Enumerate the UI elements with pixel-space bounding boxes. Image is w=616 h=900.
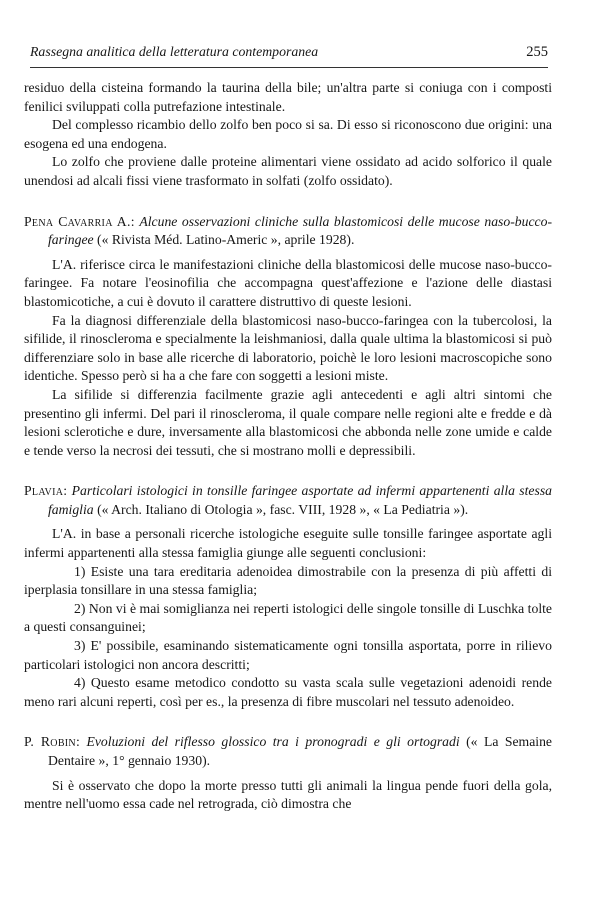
intro-paragraph-2: Del complesso ricambio dello zolfo ben poco si sa. Di esso si riconoscono due origini: una esogena ed una endogena. bbox=[24, 117, 552, 151]
article-3-source: (« La Semaine Dentaire », 1° gennaio 1930). bbox=[48, 734, 552, 768]
article-1-paragraph-1: L'A. riferisce circa le manifestazioni cliniche della blastomicosi delle mucose naso-bucco-faringee. Fa notare l'eosinofilia che accompagna quest'affezione e l'azione delle diastasi blastomicotiche, a cui è dovuto il carattere distruttivo di queste lesioni. bbox=[24, 256, 552, 309]
article-1-paragraph-3: La sifilide si differenzia facilmente grazie agli antecedenti e agli altri sintomi che presentino gli infermi. Del pari il rinoscleroma, il quale compare nelle regioni alte e fredde e dà lesioni sclerotiche e dure, inversamente alla blastomicosi che abbonda nelle zone umide e calde e tende verso la necrosi dei tessuti, che si mostrano molli e depressibili. bbox=[24, 386, 552, 458]
article-3-title: Evoluzioni del riflesso glossico tra i pronogradi e gli ortogradi bbox=[86, 734, 460, 750]
intro-paragraph-1: residuo della cisteina formando la taurina della bile; un'altra parte si coniuga con i composti fenilici sviluppati colla putrefazione intestinale. bbox=[24, 80, 552, 114]
conclusion-item: 1) Esiste una tara ereditaria adenoidea dimostrabile con la presenza di più affetti di iperplasia tonsillare in una stessa famiglia; bbox=[24, 563, 552, 598]
page-number: 255 bbox=[526, 44, 548, 60]
article-1-author: Pena Cavarria A.: bbox=[24, 213, 135, 229]
article-3-author: P. Robin: bbox=[24, 734, 81, 750]
page-body bbox=[24, 79, 552, 814]
conclusions-list bbox=[24, 563, 552, 712]
spacer bbox=[24, 191, 552, 213]
running-title: Rassegna analitica della letteratura contemporanea bbox=[30, 44, 319, 59]
conclusion-item: 3) E' possibile, esaminando sistematicamente ogni tonsilla asportata, porre in rilievo particolari istologici non ancora descritti; bbox=[24, 638, 552, 672]
article-2-heading bbox=[24, 482, 552, 519]
article-3-heading bbox=[24, 733, 552, 770]
article-3-paragraph-1: Si è osservato che dopo la morte presso tutti gli animali la lingua pende fuori della gola, mentre nell'uomo essa cade nel retrograda, ciò dimostra che bbox=[24, 777, 552, 812]
article-1-source: (« Rivista Méd. Latino-Americ », aprile 1928). bbox=[97, 232, 355, 248]
header-rule bbox=[30, 67, 548, 68]
article-2-source: (« Arch. Italiano di Otologia », fasc. VIII, 1928 », « La Pediatria »). bbox=[97, 501, 469, 517]
running-header bbox=[30, 44, 548, 64]
article-1-title: Alcune osservazioni cliniche sulla blastomicosi delle mucose naso-bucco-faringee bbox=[48, 213, 553, 248]
conclusion-item: 2) Non vi è mai somiglianza nei reperti istologici delle singole tonsille di Luschka tolte a questi consanguinei; bbox=[24, 600, 552, 635]
spacer bbox=[24, 711, 552, 733]
conclusion-item: 4) Questo esame metodico condotto su vasta scala sulle vegetazioni adenoidi rende meno rari alcuni reperti, così per es., la presenza di fibre muscolari nel tessuto adenoideo. bbox=[24, 675, 552, 709]
spacer bbox=[24, 460, 552, 482]
article-2-title: Particolari istologici in tonsille faringee asportate ad infermi appartenenti alla stessa famiglia bbox=[48, 483, 552, 517]
article-2-author: Plavia: bbox=[24, 483, 68, 499]
article-2-paragraph-1: L'A. in base a personali ricerche istologiche eseguite sulle tonsille faringee asportate agli infermi appartenenti alla stessa famiglia giunge alle seguenti conclusioni: bbox=[24, 526, 552, 561]
article-1-heading bbox=[24, 213, 552, 250]
article-1-paragraph-2: Fa la diagnosi differenziale della blastomicosi naso-bucco-faringea con la tubercolosi, la sifilide, il rinoscleroma e specialmente la leishmaniosi, dalla quale ultima la blastomicosi si può differenziare solo in base alle ricerche di laboratorio, poichè le loro lesioni macroscopiche sono identiche. Spesso però si ha a che fare con soggetti a lesioni miste. bbox=[24, 312, 552, 384]
intro-paragraph-3: Lo zolfo che proviene dalle proteine alimentari viene ossidato ad acido solforico il quale unendosi ad alcali fissi viene trasformato in solfati (zolfo ossidato). bbox=[24, 154, 552, 188]
